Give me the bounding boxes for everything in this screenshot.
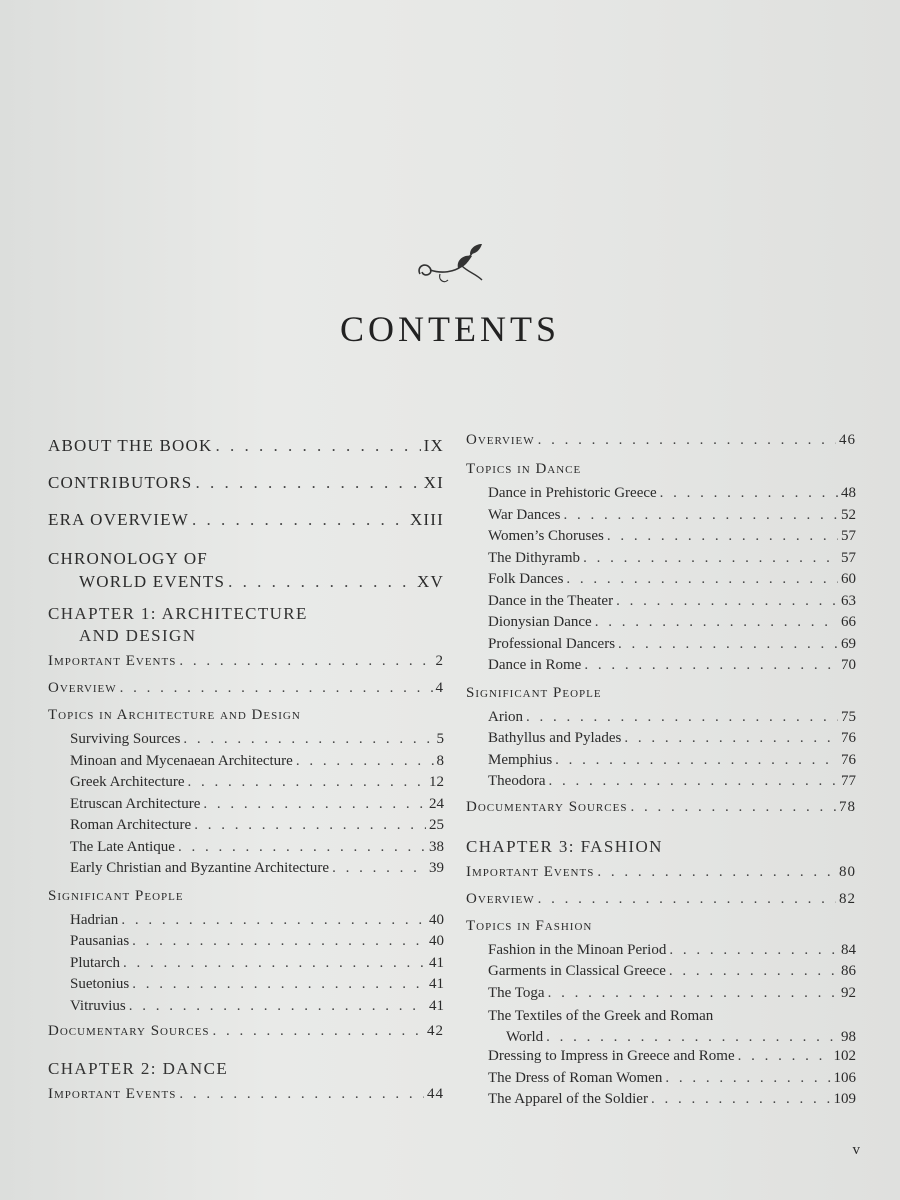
page-number: 69 <box>841 635 856 652</box>
section-heading-topics-dance: Topics in Dance <box>466 461 582 477</box>
page-title: CONTENTS <box>340 309 560 349</box>
people-list <box>466 709 856 795</box>
toc-label: Dance in Prehistoric Greece <box>488 485 657 501</box>
page-number: 92 <box>841 984 856 1001</box>
page-number: 8 <box>436 752 444 769</box>
toc-label: The Late Antique <box>70 838 175 855</box>
leader-dots <box>607 528 838 545</box>
chapter-2-heading: CHAPTER 2: DANCE <box>48 1059 229 1078</box>
toc-entry-ch1-documentary-sources[interactable]: Documentary Sources . . . 42 <box>48 1023 444 1050</box>
leader-dots <box>546 1027 838 1048</box>
toc-label: Bathyllus and Pylades <box>488 730 622 746</box>
toc-label: Greek Architecture <box>70 774 185 790</box>
toc-subentry[interactable] <box>466 614 856 636</box>
page-number: 106 <box>833 1069 856 1086</box>
leader-dots <box>555 752 838 769</box>
page-number: 38 <box>429 838 444 855</box>
leader-dots <box>332 860 426 877</box>
page-number: 52 <box>841 506 856 523</box>
page-number: 70 <box>841 657 856 673</box>
toc-subentry[interactable] <box>48 796 444 818</box>
leader-dots <box>228 570 414 593</box>
leader-dots <box>129 998 426 1015</box>
toc-subentry[interactable] <box>48 839 444 861</box>
toc-label: ABOUT THE BOOK <box>48 436 213 455</box>
toc-label: Dance in the Theater <box>488 592 614 609</box>
toc-right-column <box>466 432 856 1113</box>
topic-list <box>48 731 444 882</box>
page-number: 76 <box>841 730 856 746</box>
page-number: 5 <box>436 731 444 747</box>
toc-subentry[interactable] <box>466 528 856 550</box>
toc-label: Surviving Sources <box>70 731 181 747</box>
toc-entry-era-overview[interactable] <box>48 510 444 537</box>
leader-dots <box>179 1086 424 1103</box>
toc-entry-ch1-overview[interactable]: Overview . . . 4 <box>48 680 444 707</box>
toc-entry-ch2-overview[interactable]: Overview . . . 46 <box>466 432 856 459</box>
toc-label: Hadrian <box>70 911 119 928</box>
toc-label: Vitruvius <box>70 997 126 1014</box>
leader-dots <box>194 817 426 834</box>
toc-label: CONTRIBUTORS <box>48 473 193 492</box>
leader-dots <box>212 1023 424 1040</box>
toc-label: Fashion in the Minoan Period <box>488 941 667 958</box>
leader-dots <box>132 933 426 950</box>
chapter-1-heading: CHAPTER 1: ARCHITECTURE AND DESIGN <box>48 604 308 645</box>
leader-dots <box>192 510 407 530</box>
leader-dots <box>584 657 838 674</box>
toc-entry-ch1-important-events[interactable]: Important Events . . . 2 <box>48 653 444 680</box>
toc-subentry[interactable] <box>48 817 444 839</box>
leader-dots <box>538 891 836 908</box>
toc-subentry[interactable] <box>466 730 856 752</box>
leader-dots <box>548 773 838 790</box>
page-number: 75 <box>841 708 856 725</box>
page-number: 40 <box>429 933 444 949</box>
page-number: 102 <box>833 1048 856 1064</box>
toc-label: Professional Dancers <box>488 635 616 652</box>
leader-dots <box>132 976 426 993</box>
section-heading-topics-fashion: Topics in Fashion <box>466 917 593 934</box>
page-number: 57 <box>841 549 856 566</box>
toc-label: Arion <box>488 708 523 725</box>
leader-dots <box>630 799 836 816</box>
toc-left-column <box>48 436 444 1113</box>
leader-dots <box>669 942 838 959</box>
page-number: 84 <box>841 941 856 958</box>
toc-subentry[interactable] <box>48 998 444 1020</box>
page-number: 63 <box>841 592 856 609</box>
toc-subentry[interactable] <box>466 485 856 507</box>
toc-subentry[interactable] <box>466 773 856 795</box>
toc-label: Garments in Classical Greece <box>488 963 666 979</box>
toc-subentry[interactable] <box>48 912 444 934</box>
page-number: XI <box>423 473 444 492</box>
leader-dots <box>548 985 838 1002</box>
toc-label: Dressing to Impress in Greece and Rome <box>488 1048 735 1064</box>
toc-label: Suetonius <box>70 976 130 992</box>
leader-dots <box>538 432 836 449</box>
page-number: 41 <box>429 954 444 971</box>
toc-subentry[interactable] <box>48 860 444 882</box>
leader-dots <box>203 796 426 813</box>
leader-dots <box>123 955 426 972</box>
topic-list <box>466 942 856 1007</box>
toc-subentry[interactable] <box>48 976 444 998</box>
leader-dots <box>597 864 836 881</box>
toc-entry-ch3-important-events[interactable]: Important Events . . . 80 <box>466 864 856 891</box>
page-folio: v <box>852 1142 860 1158</box>
toc-label: Dionysian Dance <box>488 614 592 630</box>
leader-dots <box>215 436 420 456</box>
toc-subentry[interactable] <box>466 1048 856 1070</box>
toc-label-line2: WORLD EVENTS <box>79 572 226 591</box>
toc-subentry[interactable] <box>466 752 856 774</box>
toc-subentry[interactable] <box>48 731 444 753</box>
page-number: 25 <box>429 817 444 833</box>
page-number: XIII <box>409 510 444 529</box>
leader-dots <box>595 614 838 631</box>
leader-dots <box>564 507 838 524</box>
toc-entry-textiles[interactable]: The Textiles of the Greek and Roman World . . . 98 <box>466 1006 856 1048</box>
toc-entry-ch3-overview[interactable]: Overview . . . 82 <box>466 891 856 918</box>
toc-label: The Apparel of the Soldier <box>488 1091 648 1107</box>
toc-label: Theodora <box>488 773 546 789</box>
page-number: 77 <box>841 773 856 789</box>
toc-subentry[interactable] <box>466 709 856 731</box>
topic-list <box>466 1048 856 1113</box>
people-list <box>48 912 444 1020</box>
toc-label: The Dithyramb <box>488 549 581 566</box>
toc-subentry[interactable] <box>48 753 444 775</box>
toc-subentry[interactable] <box>466 942 856 964</box>
toc-label: ERA OVERVIEW <box>48 510 189 529</box>
leader-dots <box>624 730 838 747</box>
page-number: 24 <box>429 795 444 812</box>
leader-dots <box>296 753 434 770</box>
page-number: 86 <box>841 963 856 979</box>
toc-entry-ch2-important-events[interactable]: Important Events . . . 44 <box>48 1086 444 1113</box>
page-number: 76 <box>841 751 856 768</box>
page-number: 60 <box>841 571 856 587</box>
leader-dots <box>179 653 432 670</box>
page-number: 12 <box>429 774 444 790</box>
toc-label: Roman Architecture <box>70 817 192 833</box>
toc-subentry[interactable] <box>466 1070 856 1092</box>
toc-subentry[interactable] <box>466 1091 856 1113</box>
toc-subentry[interactable] <box>466 963 856 985</box>
leader-dots <box>120 680 433 697</box>
floral-ornament-icon <box>410 240 490 290</box>
page-number: 41 <box>429 997 444 1014</box>
toc-subentry[interactable] <box>466 657 856 679</box>
leader-dots <box>188 774 426 791</box>
toc-label: Folk Dances <box>488 571 564 587</box>
leader-dots <box>665 1070 830 1087</box>
page-number: XV <box>417 572 444 591</box>
toc-subentry[interactable] <box>466 593 856 615</box>
leader-dots <box>738 1048 831 1065</box>
leader-dots <box>566 571 838 588</box>
leader-dots <box>669 963 838 980</box>
page-number: 41 <box>429 976 444 992</box>
toc-subentry[interactable] <box>466 550 856 572</box>
leader-dots <box>583 550 838 567</box>
leader-dots <box>651 1091 831 1108</box>
toc-label: Dance in Rome <box>488 657 582 673</box>
toc-label: Memphius <box>488 751 553 768</box>
toc-label-line1: CHRONOLOGY OF <box>48 549 208 568</box>
toc-label: The Toga <box>488 984 545 1001</box>
page-number: 57 <box>841 528 856 544</box>
page-number: 39 <box>429 860 444 876</box>
section-heading-significant-people: Significant People <box>48 887 184 904</box>
leader-dots <box>178 839 426 856</box>
toc-subentry[interactable] <box>466 636 856 658</box>
page-number: 109 <box>833 1091 856 1107</box>
toc-subentry[interactable] <box>48 955 444 977</box>
toc-subentry[interactable] <box>48 774 444 796</box>
toc-label: Etruscan Architecture <box>70 795 201 812</box>
toc-subentry[interactable] <box>466 985 856 1007</box>
topic-list <box>466 485 856 679</box>
toc-subentry[interactable] <box>466 507 856 529</box>
page-number: 40 <box>429 911 444 928</box>
toc-label: Women’s Choruses <box>488 528 604 544</box>
page-number: 66 <box>841 614 856 630</box>
toc-label: Pausanias <box>70 933 130 949</box>
toc-label: Minoan and Mycenaean Architecture <box>70 752 293 769</box>
leader-dots <box>526 709 838 726</box>
toc-subentry[interactable] <box>466 571 856 593</box>
leader-dots <box>616 593 838 610</box>
toc-entry-about[interactable] <box>48 436 444 463</box>
page-number: IX <box>423 436 444 455</box>
toc-subentry[interactable] <box>48 933 444 955</box>
toc-entry-contributors[interactable] <box>48 473 444 500</box>
leader-dots <box>121 912 426 929</box>
chapter-3-heading: CHAPTER 3: FASHION <box>466 836 663 856</box>
leader-dots <box>618 636 838 653</box>
toc-entry-chronology[interactable] <box>48 547 444 593</box>
leader-dots <box>660 485 838 502</box>
toc-label: War Dances <box>488 506 561 523</box>
toc-label: The Dress of Roman Women <box>488 1069 663 1086</box>
leader-dots <box>195 473 420 493</box>
page-number: 48 <box>841 485 856 501</box>
section-heading-topics-architecture: Topics in Architecture and Design <box>48 707 301 723</box>
section-heading-significant-people: Significant People <box>466 684 602 701</box>
toc-entry-ch2-documentary-sources[interactable]: Documentary Sources . . . 78 <box>466 799 856 826</box>
toc-label: Plutarch <box>70 954 120 971</box>
toc-label: Early Christian and Byzantine Architecture <box>70 860 330 876</box>
leader-dots <box>183 731 433 748</box>
